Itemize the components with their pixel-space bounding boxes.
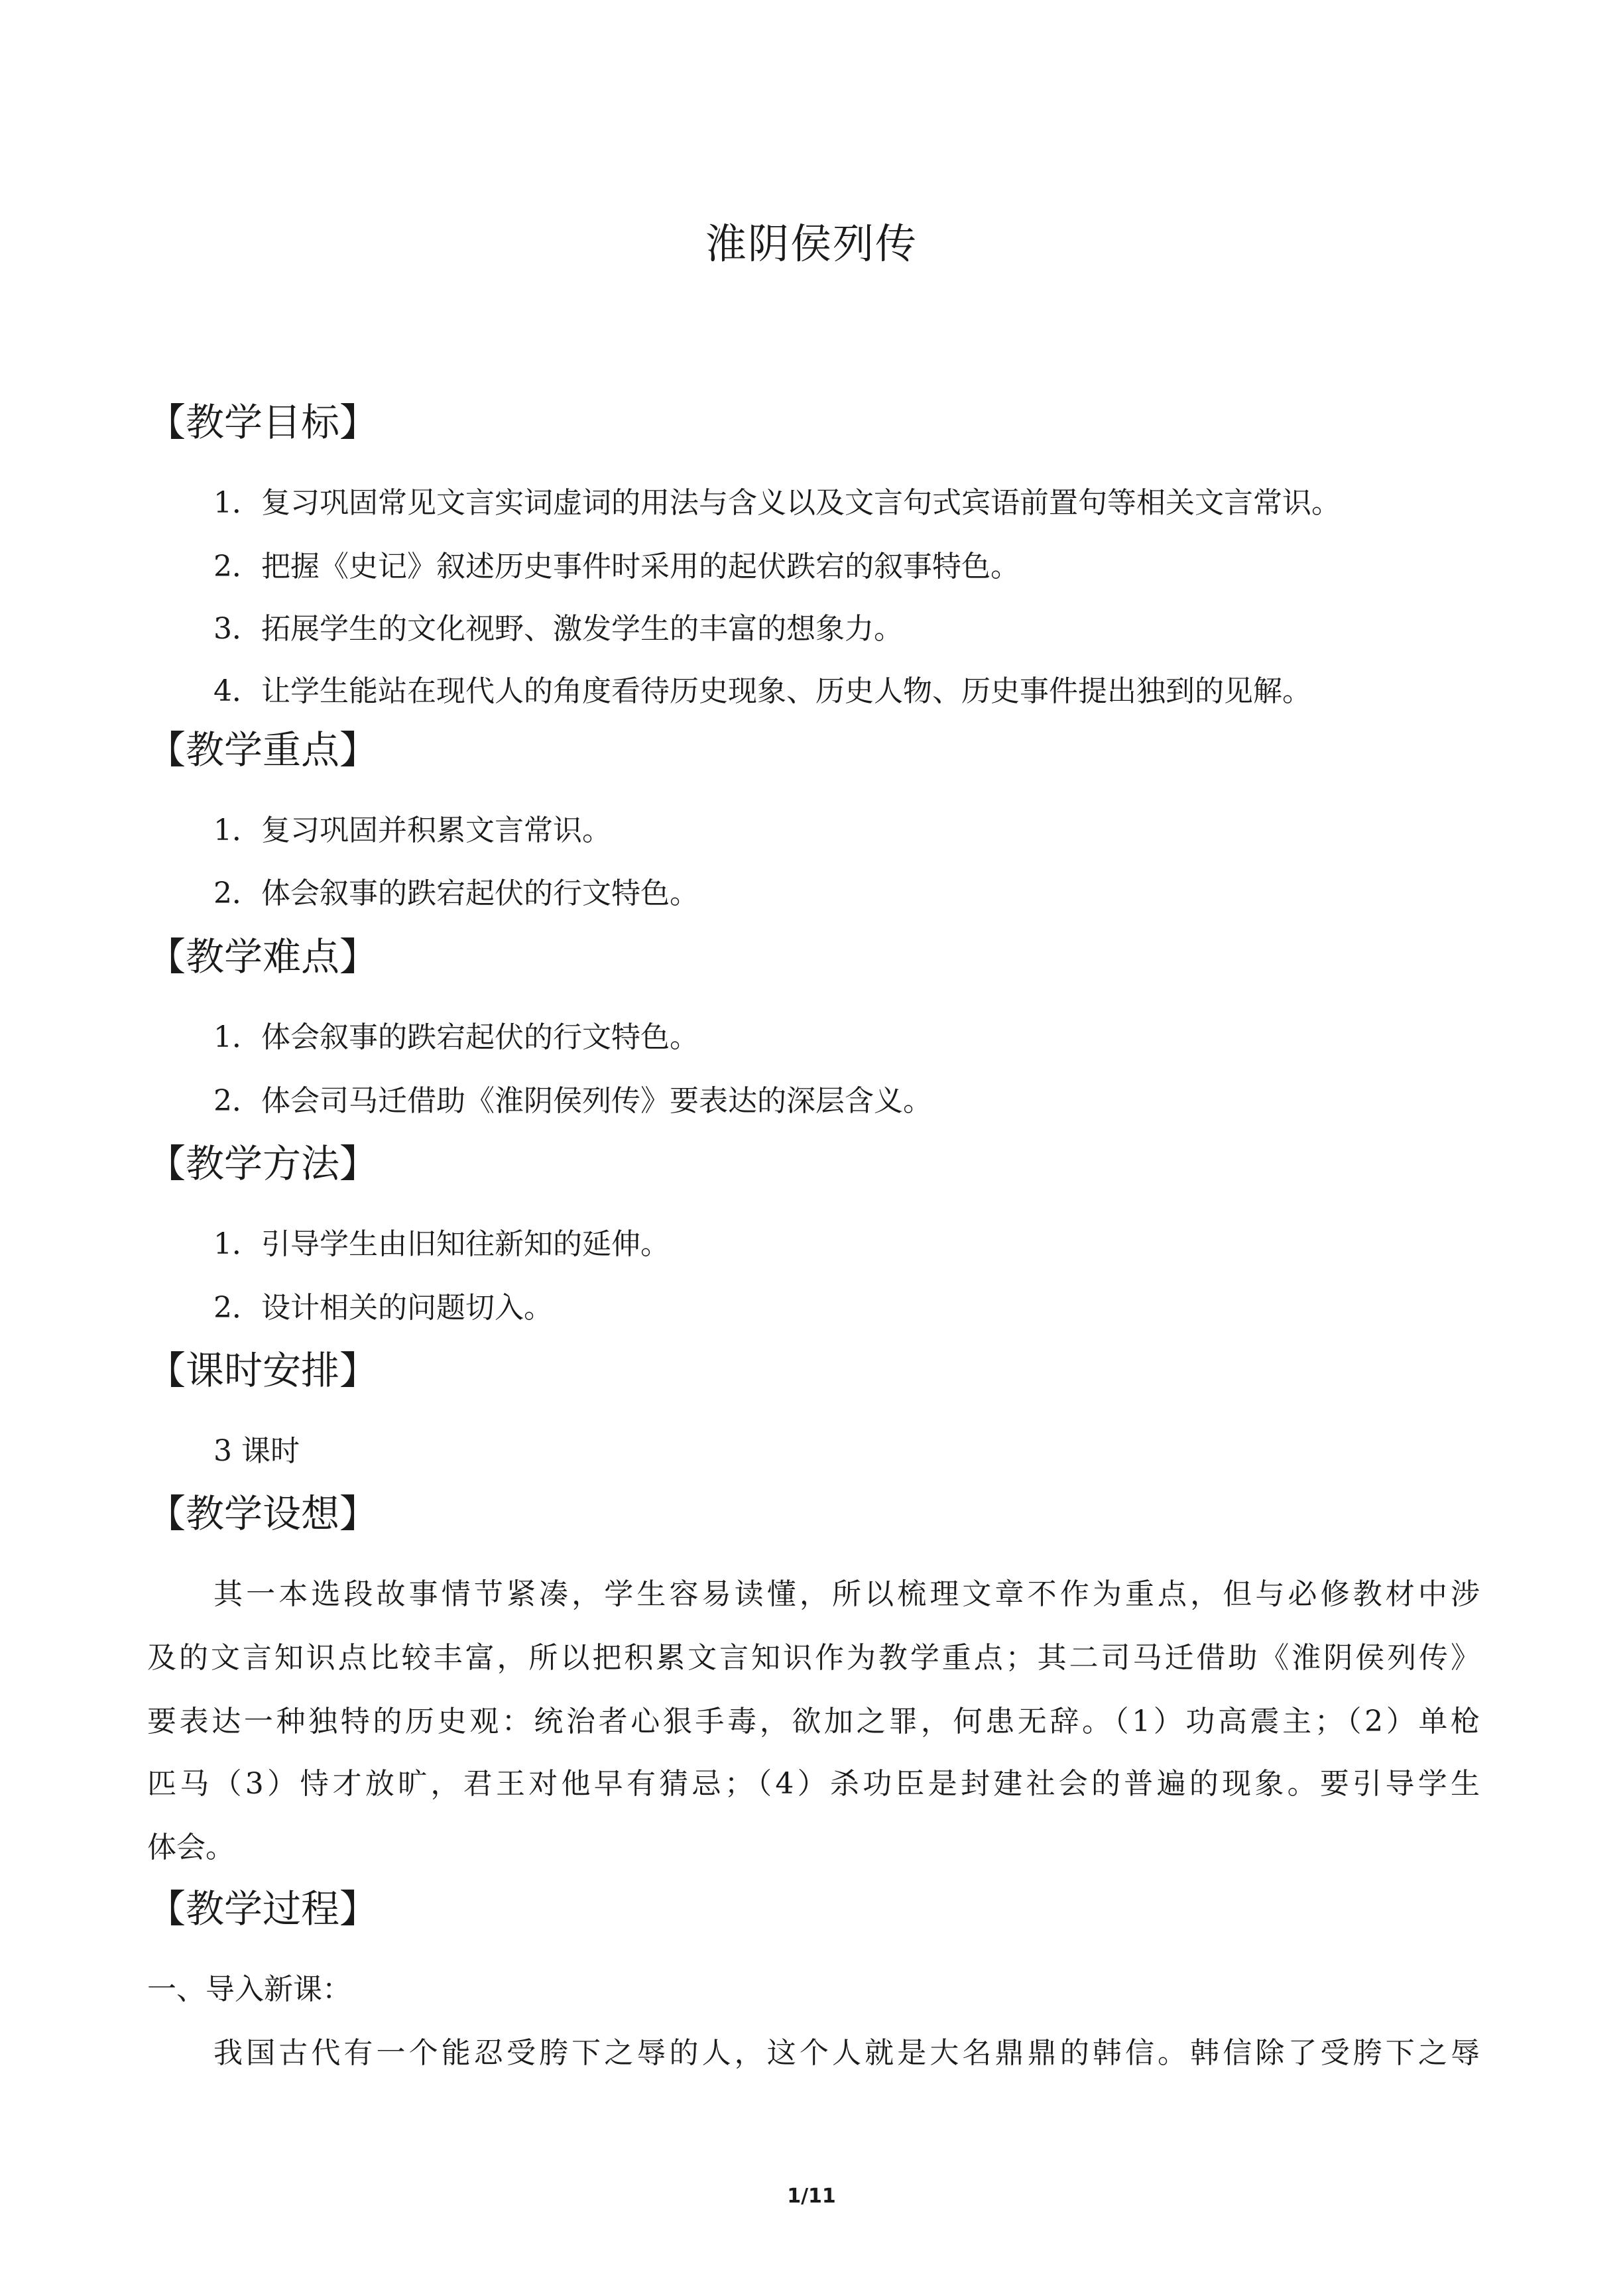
section-heading-process: 【教学过程】	[147, 1886, 379, 1931]
objective-item: 3．拓展学生的文化视野、激发学生的丰富的想象力。	[213, 612, 903, 646]
section-heading-methods: 【教学方法】	[147, 1141, 379, 1186]
objective-item: 1．复习巩固常见文言实词虚词的用法与含义以及文言句式宾语前置句等相关文言常识。	[213, 486, 1341, 520]
design-paragraph-line: 及的文言知识点比较丰富，所以把积累文言知识作为教学重点；其二司马迁借助《淮阴侯列传》	[147, 1641, 1480, 1675]
design-paragraph-line: 匹马（3）恃才放旷，君王对他早有猜忌；（4）杀功臣是封建社会的普遍的现象。要引导学生	[147, 1767, 1480, 1801]
objective-item: 2．把握《史记》叙述历史事件时采用的起伏跌宕的叙事特色。	[213, 550, 1020, 583]
objective-item: 4．让学生能站在现代人的角度看待历史现象、历史人物、历史事件提出独到的见解。	[213, 674, 1311, 708]
design-paragraph-line: 要表达一种独特的历史观：统治者心狠手毒，欲加之罪，何患无辞。（1）功高震主；（2）单枪	[147, 1705, 1480, 1738]
process-subheading: 一、导入新课：	[147, 1972, 351, 2006]
method-item: 1．引导学生由旧知往新知的延伸。	[213, 1227, 670, 1261]
section-heading-design: 【教学设想】	[147, 1491, 379, 1536]
method-item: 2．设计相关的问题切入。	[213, 1291, 553, 1325]
section-heading-key-points: 【教学重点】	[147, 727, 379, 772]
section-heading-objectives: 【教学目标】	[147, 400, 379, 445]
page-number: 1/11	[787, 2185, 836, 2208]
section-heading-difficulties: 【教学难点】	[147, 934, 379, 979]
process-paragraph-line: 我国古代有一个能忍受胯下之辱的人，这个人就是大名鼎鼎的韩信。韩信除了受胯下之辱	[213, 2036, 1480, 2070]
section-heading-schedule: 【课时安排】	[147, 1348, 379, 1393]
difficulty-item: 1．体会叙事的跌宕起伏的行文特色。	[213, 1020, 699, 1054]
design-paragraph-line: 其一本选段故事情节紧凑，学生容易读懂，所以梳理文章不作为重点，但与必修教材中涉	[213, 1577, 1480, 1611]
key-point-item: 1．复习巩固并积累文言常识。	[213, 814, 611, 847]
design-paragraph-line: 体会。	[147, 1831, 235, 1864]
schedule-item: 3 课时	[213, 1434, 300, 1468]
key-point-item: 2．体会叙事的跌宕起伏的行文特色。	[213, 876, 699, 910]
document-title: 淮阴侯列传	[705, 219, 918, 268]
difficulty-item: 2．体会司马迁借助《淮阴侯列传》要表达的深层含义。	[213, 1084, 932, 1118]
